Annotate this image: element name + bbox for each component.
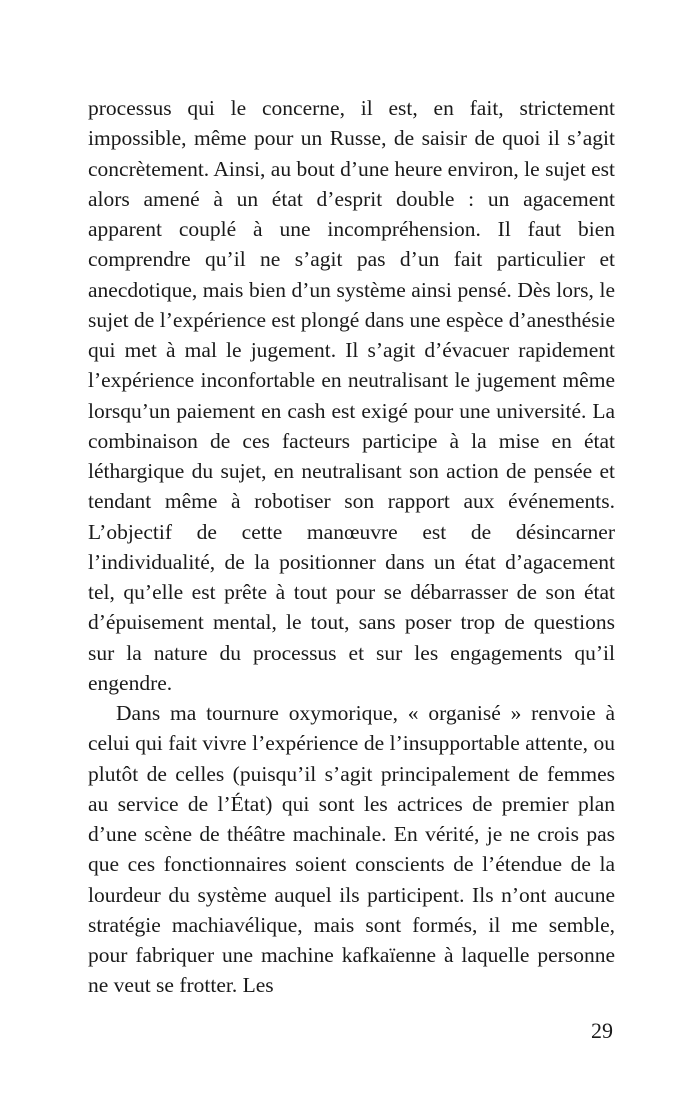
paragraph-continuation: processus qui le concerne, il est, en fait, strictement impossible, même pour un Russe, de saisir de quoi il s’agit concrètement. Ainsi, au bout d’une heure environ, le sujet est alors amené à un état d’esprit double : un agacement apparent couplé à une incompréhension. Il faut bien comprendre qu’il ne s’agit pas d’un fait particulier et anecdotique, mais bien d’un système ainsi pensé. Dès lors, le sujet de l’expérience est plongé dans une espèce d’anesthésie qui met à mal le jugement. Il s’agit d’évacuer rapidement l’expérience inconfortable en neutralisant le jugement même lorsqu’un paiement en cash est exigé pour une université. La combinaison de ces facteurs participe à la mise en état léthargique du sujet, en neutralisant son action de pensée et tendant même à robotiser son rapport aux événements. L’objectif de cette manœuvre est de désincarner l’individualité, de la positionner dans un état d’agacement tel, qu’elle est prête à tout pour se débarrasser de son état d’épuisement mental, le tout, sans poser trop de questions sur la nature du processus et sur les engagements qu’il engendre. bbox=[88, 96, 615, 695]
page-number: 29 bbox=[591, 1018, 613, 1043]
body-text bbox=[88, 93, 615, 1001]
paragraph-oxymoron: Dans ma tournure oxymorique, « organisé » renvoie à celui qui fait vivre l’expérience de l’insupportable attente, ou plutôt de celles (puisqu’il s’agit principalement de femmes au service de l’État) qui sont les actrices de premier plan d’une scène de théâtre machinale. En vérité, je ne crois pas que ces fonctionnaires soient conscients de l’étendue de la lourdeur du système auquel ils participent. Ils n’ont aucune stratégie machiavélique, mais sont formés, il me semble, pour fabriquer une machine kafkaïenne à laquelle personne ne veut se frotter. Les bbox=[88, 701, 615, 998]
